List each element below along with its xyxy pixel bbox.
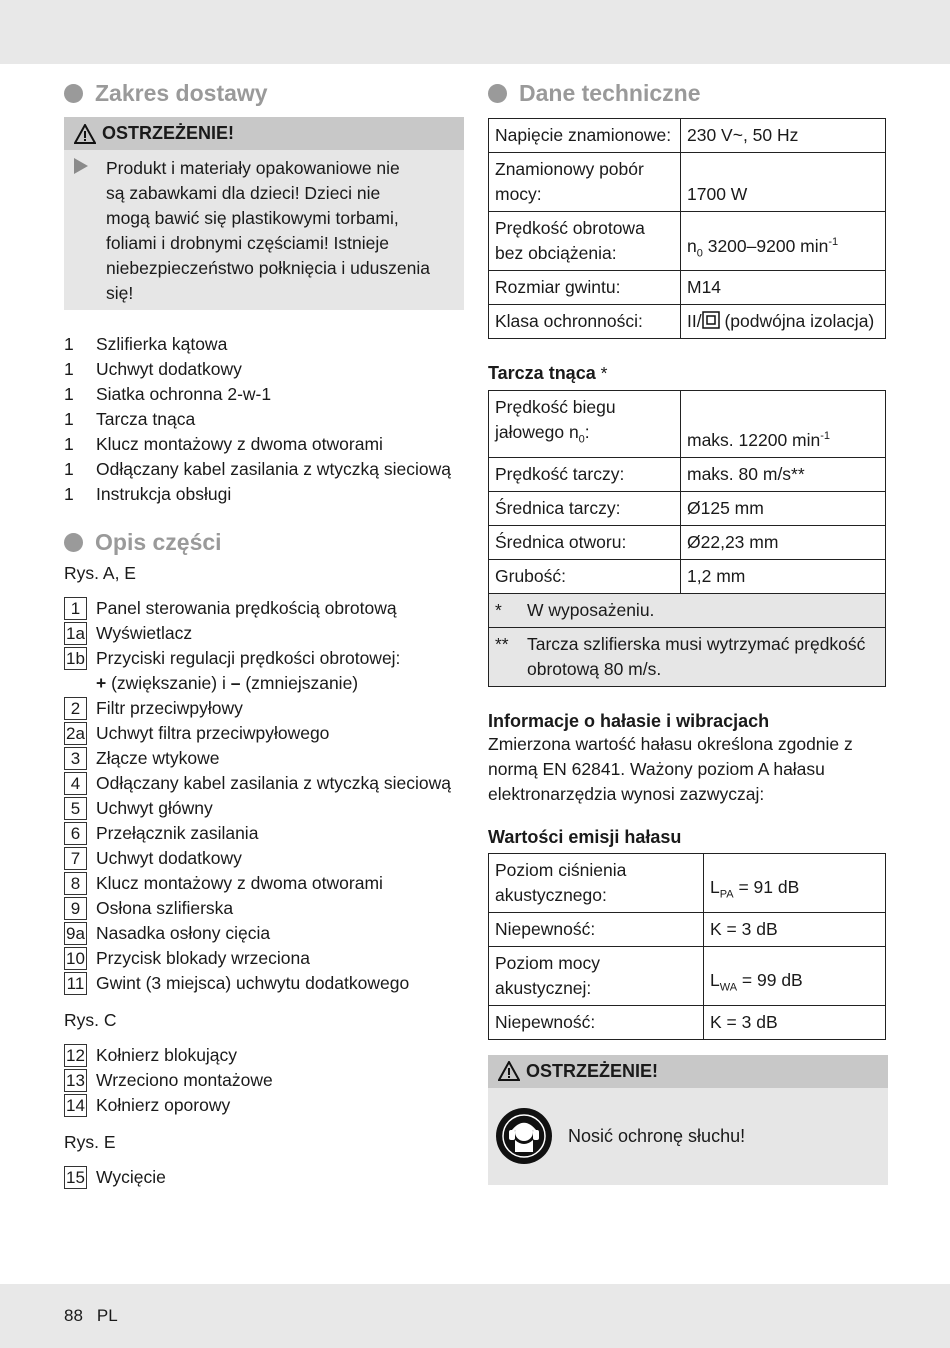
table-row [489,946,886,1005]
table-row [489,853,886,912]
item-name: Tarcza tnąca [96,409,196,429]
spec-value: 230 V~, 50 Hz [681,119,886,153]
spec-label: Poziom ciśnienia akustycznego: [489,853,704,912]
class-prefix: II/ [687,311,702,331]
noise-title: Informacje o hałasie i wibracjach [488,710,770,731]
warning-triangle-icon [498,1061,520,1081]
spec-label: Klasa ochronności: [489,305,681,339]
bullet-dot-icon [64,533,83,552]
delivery-list [64,332,464,507]
figure-ref-c: Rys. C [64,1010,117,1030]
list-item [64,646,464,696]
table-row [489,119,886,153]
spec-value: Ø125 mm [681,491,886,525]
note-mark: * [495,599,502,620]
table-row [489,153,886,212]
plus-text: (zwiększanie) i [106,673,231,693]
minus-text: (zmniejszanie) [240,673,359,693]
part-number: 2 [64,697,87,720]
speed-sub: 0 [696,247,703,259]
parts-list-c [64,1043,464,1118]
left-column [64,78,464,1190]
warning-line: niebezpieczeństwo połknięcia i uduszenia [106,258,430,278]
parts-title: Opis części [95,528,222,555]
list-item [64,357,464,382]
hearing-protection-icon [496,1108,552,1164]
spec-value: maks. 80 m/s** [681,457,886,491]
part-number: 12 [64,1044,87,1067]
speed-symbol: n [687,235,697,256]
page-footer [64,1306,132,1326]
warning-line: foliami i drobnymi częściami! Istnieje [106,233,390,253]
part-number: 7 [64,847,87,870]
power-sub: WA [719,981,738,994]
spec-value: Ø22,23 mm [681,525,886,559]
emission-title: Wartości emisji hałasu [488,826,682,847]
bullet-dot-icon [488,84,507,103]
list-item [64,696,464,721]
list-item [64,771,464,796]
warning-body [64,150,464,310]
spec-value: K = 3 dB [704,912,886,946]
part-number: 3 [64,747,87,770]
part-name-text: Przyciski regulacji prędkości obrotowej: [96,648,401,668]
idle-label: Prędkość biegu jałowego n [495,397,616,442]
list-item [64,482,464,507]
item-qty: 1 [64,484,74,504]
class-suffix: (podwójna izolacja) [719,311,875,331]
list-item [64,1043,464,1068]
spec-label: Poziom mocy akustycznej: [489,946,704,1005]
part-name: Nasadka osłony cięcia [96,923,271,943]
speed-value: 3200–9200 min [702,235,829,256]
spec-label: Prędkość tarczy: [489,457,681,491]
list-item [64,796,464,821]
part-number: 9a [64,922,87,945]
warning-text [106,156,430,306]
spec-value [681,212,886,271]
spec-label: Niepewność: [489,1005,704,1039]
spec-label: Średnica otworu: [489,525,681,559]
part-name: Filtr przeciwpyłowy [96,698,243,718]
note-text: W wyposażeniu. [527,599,655,620]
minus-symbol: – [230,673,241,693]
table-row [489,912,886,946]
disc-title: Tarcza tnąca [488,363,596,383]
part-name: Odłączany kabel zasilania z wtyczką sieciową [96,773,452,793]
warning-triangle-icon [74,124,96,144]
list-item [64,746,464,771]
spec-label: Napięcie znamionowe: [489,119,681,153]
spec-value [704,946,886,1005]
part-name: Wrzeciono montażowe [96,1070,273,1090]
warning-title: OSTRZEŻENIE! [526,1060,659,1081]
part-number: 6 [64,822,87,845]
note-cell [489,593,886,627]
table-row [489,457,886,491]
spec-label [489,391,681,458]
bullet-dot-icon [64,84,83,103]
part-name [96,646,400,696]
warning-box [64,117,464,310]
part-number: 1a [64,622,87,645]
note-cell [489,627,886,686]
part-number: 8 [64,872,87,895]
table-row [489,593,886,627]
list-item [64,921,464,946]
part-name: Panel sterowania prędkością obrotową [96,598,397,618]
part-number: 14 [64,1094,87,1117]
part-name: Przełącznik zasilania [96,823,259,843]
tech-heading [488,78,888,108]
spec-value: 1,2 mm [681,559,886,593]
part-name: Kołnierz blokujący [96,1045,238,1065]
pressure-symbol: L [710,877,720,897]
table-row [489,559,886,593]
table-row [489,212,886,271]
spec-value: 1700 W [681,153,886,212]
item-qty: 1 [64,384,74,404]
table-row [489,305,886,339]
list-item [64,1068,464,1093]
tech-table [488,118,886,339]
plus-symbol: + [96,673,107,693]
tech-title: Dane techniczne [519,79,701,106]
spec-label: Rozmiar gwintu: [489,271,681,305]
item-qty: 1 [64,434,74,454]
part-name: Gwint (3 miejsca) uchwytu dodatkowego [96,973,410,993]
figure-ref-ae: Rys. A, E [64,563,136,583]
list-item [64,621,464,646]
part-number: 1b [64,647,87,670]
list-item [64,971,464,996]
warning-line: są zabawkami dla dzieci! Dzieci nie [106,183,381,203]
part-name: Kołnierz oporowy [96,1095,231,1115]
part-name: Uchwyt filtra przeciwpyłowego [96,723,330,743]
list-item [64,382,464,407]
item-name: Uchwyt dodatkowy [96,359,242,379]
list-item [64,407,464,432]
warning-line: Produkt i materiały opakowaniowe nie [106,158,400,178]
list-item [64,871,464,896]
list-item [64,432,464,457]
warning-header [64,117,464,150]
part-name: Uchwyt główny [96,798,213,818]
part-name: Osłona szlifierska [96,898,234,918]
item-name: Instrukcja obsługi [96,484,232,504]
item-qty: 1 [64,459,74,479]
idle-sup: -1 [820,429,831,442]
spec-label: Prędkość obrotowa bez obciążenia: [489,212,681,271]
language-code: PL [96,1306,118,1325]
parts-list-ae [64,596,464,996]
spec-value [681,305,886,339]
power-value: = 99 dB [737,970,803,990]
item-name: Klucz montażowy z dwoma otworami [96,434,383,454]
table-row [489,627,886,686]
list-item [64,1165,464,1190]
bottom-band [0,1284,950,1348]
spec-label: Niepewność: [489,912,704,946]
part-number: 1 [64,597,87,620]
triangle-right-icon [74,156,106,306]
part-name: Złącze wtykowe [96,748,220,768]
pressure-sub: PA [719,888,734,901]
hearing-row [488,1088,888,1185]
list-item [64,846,464,871]
item-name: Odłączany kabel zasilania z wtyczką sieciową [96,459,452,479]
part-number: 13 [64,1069,87,1092]
list-item [64,896,464,921]
part-number: 9 [64,897,87,920]
spec-value [681,391,886,458]
part-name: Klucz montażowy z dwoma otworami [96,873,383,893]
note-text: Tarcza szlifierska musi wytrzymać prędkość obrotową 80 m/s. [527,633,866,679]
emission-table [488,853,886,1040]
part-number: 11 [64,972,87,995]
hearing-text: Nosić ochronę słuchu! [568,1125,746,1146]
list-item [64,332,464,357]
speed-sup: -1 [828,235,839,248]
list-item [64,721,464,746]
part-name: Przycisk blokady wrzeciona [96,948,310,968]
double-insulation-icon [702,311,720,329]
spec-label: Grubość: [489,559,681,593]
pressure-value: = 91 dB [733,877,800,897]
idle-value: maks. 12200 min [687,429,821,450]
part-number: 15 [64,1166,87,1189]
part-name: Wycięcie [96,1167,166,1187]
spec-value [704,853,886,912]
table-row [489,391,886,458]
hearing-warning-box [488,1055,888,1185]
list-item [64,946,464,971]
item-qty: 1 [64,334,74,354]
parts-list-e [64,1165,464,1190]
warning-title: OSTRZEŻENIE! [102,123,235,143]
power-symbol: L [710,970,720,990]
noise-text: Zmierzona wartość hałasu określona zgodnie z normą EN 62841. Ważony poziom A hałasu elektronarzędzia wynosi zazwyczaj: [488,733,853,804]
list-item [64,596,464,621]
page-number: 88 [64,1306,83,1325]
table-row [489,525,886,559]
table-row [489,271,886,305]
parts-heading [64,527,464,557]
warning-line: mogą bawić się plastikowymi torbami, [106,208,399,228]
item-name: Siatka ochronna 2-w-1 [96,384,272,404]
top-band [0,0,950,64]
spec-value: K = 3 dB [704,1005,886,1039]
table-row [489,491,886,525]
warning-header [488,1055,888,1088]
figure-ref-e: Rys. E [64,1132,116,1152]
list-item [64,821,464,846]
item-name: Szlifierka kątowa [96,334,228,354]
spec-label: Znamionowy pobór mocy: [489,153,681,212]
warning-line: się! [106,283,134,303]
list-item [64,457,464,482]
part-number: 10 [64,947,87,970]
part-number: 2a [64,722,87,745]
delivery-heading [64,78,464,108]
disc-heading [488,361,888,386]
part-number: 4 [64,772,87,795]
spec-value: M14 [681,271,886,305]
idle-sub: 0 [578,433,585,446]
part-number: 5 [64,797,87,820]
part-name: Uchwyt dodatkowy [96,848,242,868]
right-column [488,78,888,1185]
table-row [489,1005,886,1039]
delivery-title: Zakres dostawy [95,79,268,106]
idle-colon: : [584,422,590,442]
disc-table [488,390,886,687]
disc-star: * [595,363,608,383]
spec-label: Średnica tarczy: [489,491,681,525]
item-qty: 1 [64,409,74,429]
note-mark: ** [495,633,509,654]
part-name: Wyświetlacz [96,623,193,643]
item-qty: 1 [64,359,74,379]
list-item [64,1093,464,1118]
